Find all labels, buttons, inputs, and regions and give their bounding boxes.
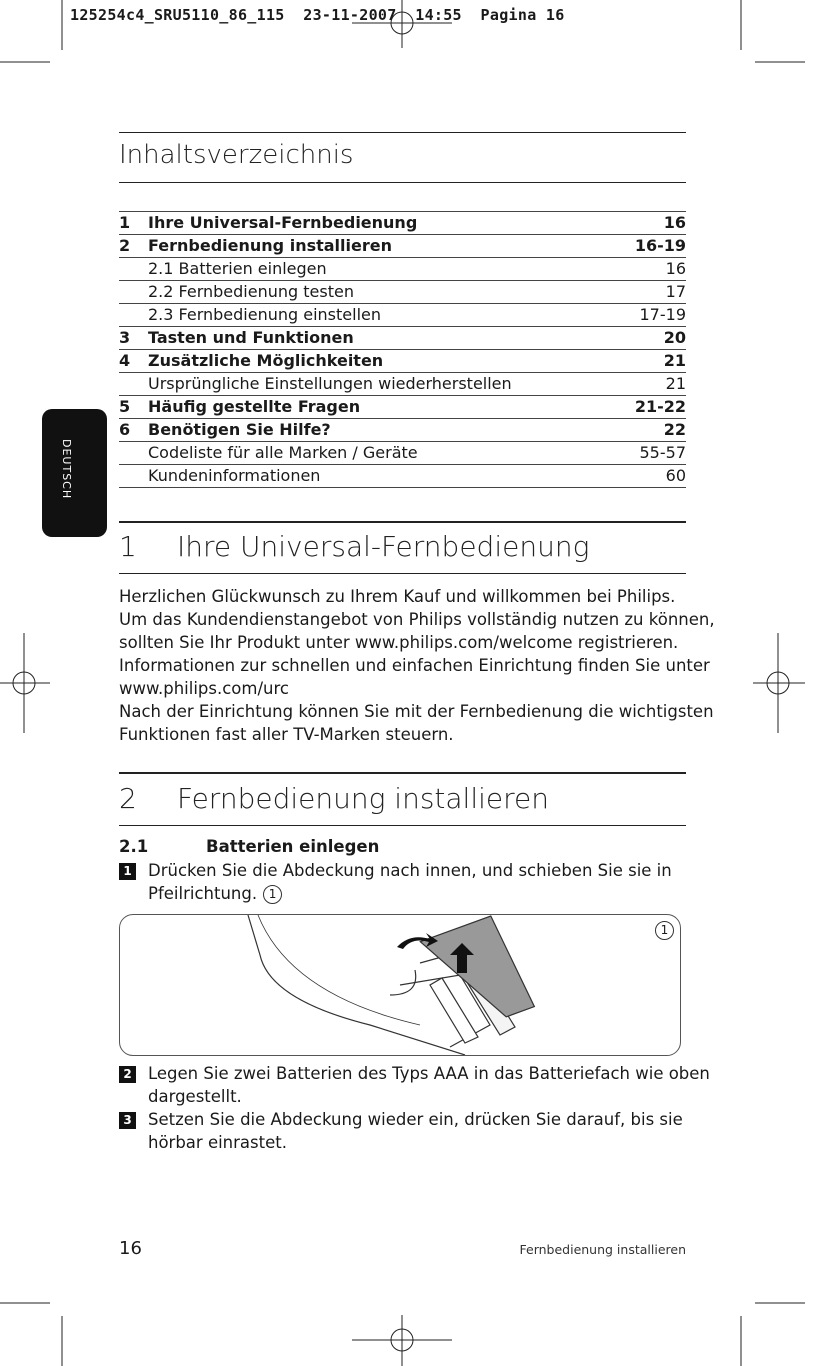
figure-reference: 1 (263, 885, 282, 904)
language-tab (42, 409, 107, 537)
toc-entry-page: 20 (663, 328, 686, 347)
toc-entry-number: 1 (119, 213, 131, 232)
toc-entry-label: Fernbedienung installieren (148, 236, 392, 255)
toc-entry[interactable] (119, 396, 686, 419)
toc-entry-label: Zusätzliche Möglichkeiten (148, 351, 384, 370)
toc-title: Inhaltsverzeichnis (119, 140, 354, 170)
toc-entry-page: 21-22 (634, 397, 686, 416)
toc-entry-page: 16 (663, 213, 686, 232)
battery-illustration (119, 914, 681, 1056)
section-2-top-rule (119, 772, 686, 774)
section-2-bottom-rule (119, 825, 686, 826)
section-2-number: 2 (119, 782, 137, 815)
toc-entry-label: Ursprüngliche Einstellungen wiederherstellen (148, 374, 512, 393)
toc-entry-page: 21 (663, 351, 686, 370)
toc-entry[interactable] (119, 465, 686, 488)
step-text-line: Legen Sie zwei Batterien des Typs AAA in das Batteriefach wie oben (148, 1064, 710, 1083)
step-text-line: Setzen Sie die Abdeckung wieder ein, drücken Sie darauf, bis sie (148, 1110, 683, 1129)
section-1-number: 1 (119, 530, 137, 563)
section-1-top-rule (119, 521, 686, 523)
subsection-number: 2.1 (119, 837, 149, 856)
section-1-heading (119, 530, 686, 564)
section-1-bottom-rule (119, 573, 686, 574)
toc-entry-page: 16-19 (634, 236, 686, 255)
body-line: Informationen zur schnellen und einfachen Einrichtung finden Sie unter (119, 656, 710, 675)
toc-entry[interactable] (119, 258, 686, 281)
step-text-line: Pfeilrichtung. (148, 884, 258, 903)
toc-entry-label: Benötigen Sie Hilfe? (148, 420, 331, 439)
toc-entry[interactable] (119, 350, 686, 373)
body-line: Nach der Einrichtung können Sie mit der Fernbedienung die wichtigsten (119, 702, 714, 721)
body-line: www.philips.com/urc (119, 679, 289, 698)
toc-bottom-rule (119, 182, 686, 183)
toc-top-rule (119, 132, 686, 133)
toc-entry-number: 6 (119, 420, 131, 439)
toc-entry-page: 55-57 (639, 443, 686, 462)
step-text-line: dargestellt. (148, 1087, 242, 1106)
print-slug: 125254c4_SRU5110_86_115 23-11-2007 14:55 Pagina 16 (70, 6, 565, 24)
toc-entry-label: Codeliste für alle Marken / Geräte (148, 443, 418, 462)
toc-entry-number: 5 (119, 397, 131, 416)
toc-entry[interactable] (119, 442, 686, 465)
step-text-line: Drücken Sie die Abdeckung nach innen, und schieben Sie sie in (148, 861, 672, 880)
step-badge: 3 (119, 1112, 136, 1129)
table-of-contents (119, 211, 686, 488)
figure-label: 1 (655, 921, 674, 940)
section-1-title: Ihre Universal-Fernbedienung (177, 530, 590, 563)
toc-entry[interactable] (119, 327, 686, 350)
body-line: Um das Kundendienstangebot von Philips vollständig nutzen zu können, (119, 610, 715, 629)
section-2-title: Fernbedienung installieren (177, 782, 549, 815)
toc-entry-label: Tasten und Funktionen (148, 328, 354, 347)
remote-battery-drawing (120, 915, 680, 1055)
toc-entry[interactable] (119, 304, 686, 327)
toc-entry[interactable] (119, 373, 686, 396)
section-2-heading (119, 782, 686, 816)
toc-entry-label: Kundeninformationen (148, 466, 321, 485)
step-badge: 1 (119, 863, 136, 880)
subsection-title: Batterien einlegen (206, 837, 380, 856)
step-3 (119, 1108, 689, 1154)
language-tab-label: DEUTSCH (60, 439, 73, 500)
toc-entry-page: 17-19 (639, 305, 686, 324)
toc-entry-label: 2.1 Batterien einlegen (148, 259, 327, 278)
toc-entry-page: 22 (663, 420, 686, 439)
toc-entry-number: 2 (119, 236, 131, 255)
page-number: 16 (119, 1238, 142, 1259)
section-1-body (119, 585, 715, 746)
toc-entry[interactable] (119, 211, 686, 235)
toc-entry-page: 17 (665, 282, 686, 301)
toc-entry-page: 60 (665, 466, 686, 485)
body-line: Funktionen fast aller TV-Marken steuern. (119, 725, 454, 744)
toc-entry[interactable] (119, 235, 686, 258)
body-line: Herzlichen Glückwunsch zu Ihrem Kauf und willkommen bei Philips. (119, 587, 676, 606)
running-title: Fernbedienung installieren (519, 1242, 686, 1257)
step-1 (119, 859, 689, 905)
toc-entry-label: 2.3 Fernbedienung einstellen (148, 305, 382, 324)
toc-entry[interactable] (119, 419, 686, 442)
toc-entry-label: Ihre Universal-Fernbedienung (148, 213, 418, 232)
toc-entry-label: Häufig gestellte Fragen (148, 397, 361, 416)
toc-entry-number: 4 (119, 351, 131, 370)
toc-entry-label: 2.2 Fernbedienung testen (148, 282, 354, 301)
step-badge: 2 (119, 1066, 136, 1083)
toc-entry-page: 16 (665, 259, 686, 278)
body-line: sollten Sie Ihr Produkt unter www.philips.com/welcome registrieren. (119, 633, 679, 652)
toc-entry-page: 21 (665, 374, 686, 393)
step-text-line: hörbar einrastet. (148, 1133, 287, 1152)
battery-cover (420, 915, 534, 1036)
step-2 (119, 1062, 710, 1108)
toc-entry[interactable] (119, 281, 686, 304)
toc-entry-number: 3 (119, 328, 131, 347)
subsection-heading (119, 837, 380, 856)
